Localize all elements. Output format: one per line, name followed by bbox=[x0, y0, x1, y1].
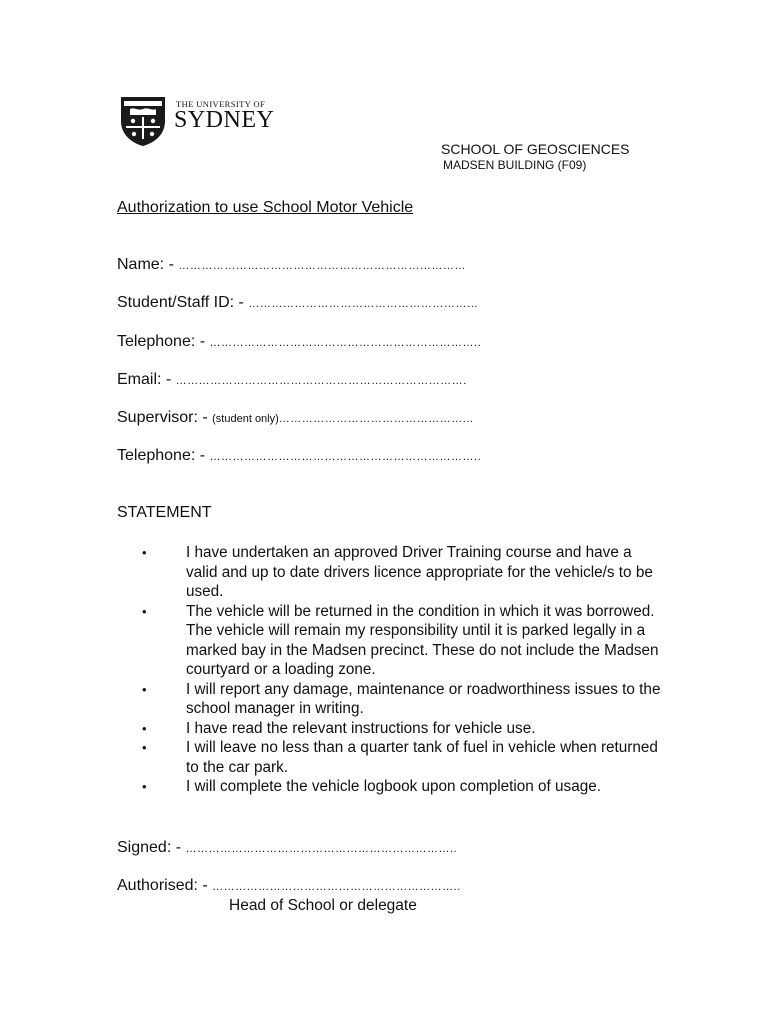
statement-item bbox=[142, 543, 666, 602]
name-field[interactable] bbox=[117, 256, 466, 274]
telephone-field[interactable] bbox=[117, 333, 481, 351]
email-dots: …………………………………………………………………. bbox=[175, 375, 467, 387]
telephone-label: Telephone: - bbox=[117, 333, 210, 350]
name-label: Name: - bbox=[117, 256, 179, 273]
university-crest-icon bbox=[118, 95, 168, 147]
telephone-dots: …………………………………………………………….. bbox=[209, 337, 482, 349]
supervisor-note: (student only) bbox=[212, 413, 279, 425]
university-logo bbox=[118, 95, 278, 151]
statement-item-text: I will leave no less than a quarter tank of fuel in vehicle when returned to the car park. bbox=[186, 739, 658, 776]
statement-item bbox=[142, 602, 666, 680]
authorised-label: Authorised: - bbox=[117, 877, 213, 894]
supervisor-telephone-field[interactable] bbox=[117, 447, 481, 465]
statement-item-text: I will complete the vehicle logbook upon completion of usage. bbox=[186, 778, 601, 795]
signed-label: Signed: - bbox=[117, 839, 186, 856]
student-id-dots: …………………………………………………… bbox=[248, 298, 479, 310]
statement-item-text: I have read the relevant instructions for vehicle use. bbox=[186, 719, 536, 737]
building-name: MADSEN BUILDING (F09) bbox=[443, 158, 587, 172]
document-title: Authorization to use School Motor Vehicle bbox=[117, 199, 414, 216]
authorised-dots: ……………………………………………………….. bbox=[212, 881, 461, 893]
supervisor-field[interactable] bbox=[117, 409, 473, 427]
statement-item bbox=[142, 738, 666, 777]
school-name: SCHOOL OF GEOSCIENCES bbox=[441, 141, 630, 157]
student-id-field[interactable] bbox=[117, 294, 478, 312]
name-dots: ………………………………………………………………… bbox=[178, 260, 466, 272]
statement-item-text: The vehicle will be returned in the condition in which it was borrowed. The vehicle will remain my responsibility until it is parked legally in a marked bay in the Madsen precinct. These do not include the Madsen courtyard or a loading zone. bbox=[186, 602, 659, 678]
statement-item bbox=[142, 719, 666, 739]
authorised-note: Head of School or delegate bbox=[229, 897, 417, 914]
statement-item-text: I will report any damage, maintenance or roadworthiness issues to the school manager in writing. bbox=[186, 680, 661, 717]
email-label: Email: - bbox=[117, 371, 176, 388]
logo-big-text: SYDNEY bbox=[174, 107, 275, 133]
statement-item bbox=[142, 680, 666, 719]
statement-heading: STATEMENT bbox=[117, 504, 212, 521]
bullet-icon: • bbox=[142, 740, 147, 755]
email-field[interactable] bbox=[117, 371, 467, 389]
statement-item-text: I have undertaken an approved Driver Training course and have a valid and up to date drivers licence appropriate for the vehicle/s to be used. bbox=[186, 544, 653, 600]
supervisor-telephone-dots: …………………………………………………………….. bbox=[209, 451, 482, 463]
statement-item bbox=[142, 777, 666, 797]
bullet-icon: • bbox=[142, 779, 147, 794]
signed-dots: …………………………………………………………….. bbox=[185, 843, 458, 855]
bullet-icon: • bbox=[142, 720, 147, 736]
supervisor-dots: …………………………………………... bbox=[278, 413, 474, 425]
bullet-icon: • bbox=[142, 545, 147, 560]
student-id-label: Student/Staff ID: - bbox=[117, 294, 249, 311]
logo-small-text: THE UNIVERSITY OF bbox=[176, 99, 266, 109]
bullet-icon: • bbox=[142, 681, 147, 697]
authorised-field[interactable] bbox=[117, 877, 461, 895]
bullet-icon: • bbox=[142, 603, 147, 619]
supervisor-telephone-label: Telephone: - bbox=[117, 447, 210, 464]
statement-list bbox=[142, 543, 666, 797]
supervisor-label: Supervisor: - bbox=[117, 409, 213, 426]
signed-field[interactable] bbox=[117, 839, 457, 857]
